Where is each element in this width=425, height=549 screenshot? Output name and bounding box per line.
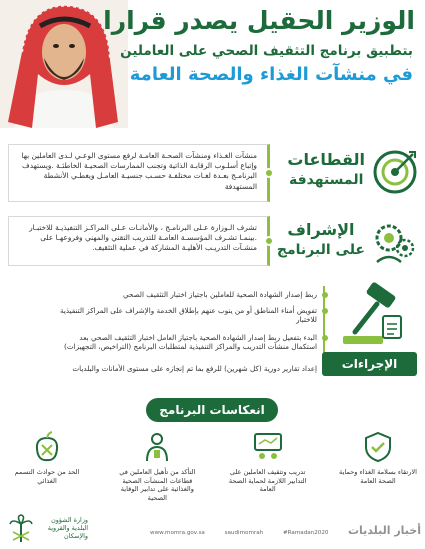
target-icon xyxy=(371,148,419,196)
website-link[interactable]: www.momra.gov.sa xyxy=(150,530,205,536)
outcome-text: تدريب وتثقيف العاملين على التدابير اللازمة لحماية الصحة العامة xyxy=(228,468,307,494)
card-bullet-dot xyxy=(264,168,274,178)
hero-banner xyxy=(0,0,425,128)
procedures-label: الإجراءات المطبقة xyxy=(322,352,417,376)
hashtag[interactable]: #Ramadan2020 xyxy=(282,530,329,536)
palm-emblem-icon xyxy=(8,514,34,544)
watermark-logo: أخبار البلديات xyxy=(347,524,421,537)
food-safety-icon xyxy=(361,430,395,464)
training-icon xyxy=(251,430,285,464)
outcome-text: التأكد من تأهيل العاملين في قطاعات المنشآت الصحية والغذائية على تدابير الوقاية الصحية xyxy=(119,468,196,502)
procedure-text: البدء بتفعيل ربط إصدار الشهادة الصحية باجتياز العامل اختبار التثقيف الصحي بعد استكمال منشآت التدريب والمراكز التنفيذية لمتطلبات البرنامج (التراخيص، التجهيزات) xyxy=(64,333,317,352)
headline-subtitle: بتطبيق برنامج التثقيف الصحي على العاملين xyxy=(120,43,413,59)
procedure-item xyxy=(57,333,317,352)
procedure-bullet xyxy=(322,292,328,298)
headline-title: الوزير الحقيل يصدر قرارا xyxy=(103,6,415,35)
outcomes-list xyxy=(8,430,417,502)
outcome-text: الارتقاء بسلامة الغذاء وحماية الصحة العامة xyxy=(339,468,417,485)
procedure-item xyxy=(57,364,317,373)
ministry-logo xyxy=(8,512,88,548)
outcomes-section xyxy=(0,398,425,510)
topic-target-sectors xyxy=(289,142,419,222)
procedure-item xyxy=(57,290,317,299)
procedure-bullet xyxy=(322,335,328,341)
outcome-item xyxy=(8,430,86,502)
procedures-section xyxy=(0,280,425,395)
topic-title xyxy=(277,220,365,260)
target-sectors-text: منشآت الغـذاء ومنشآت الصحـة العامـة لرفع مستوى الوعـي لـدى العاملين بها وإتباع أسلـوب الرقابـة الذاتية وتجنب الممارسات الصحيـة الخاطئـة .ويستهدف البرنامـج بعـدة لغـات مختلفـة حسـب جنسيـة العامـل ويغطـي الأنشطة المستهدفة xyxy=(21,151,257,191)
procedure-text: تفويض أمناء المناطق أو من ينوب عنهم بإطلاق الخدمة والإشراف على المراكز التنفيذية للاختبار xyxy=(60,306,317,325)
footer-links xyxy=(150,530,346,536)
social-handle[interactable]: saudimomrah xyxy=(224,530,264,536)
procedure-text: ربط إصدار الشهادة الصحية للعاملين باجتياز اختبار التثقيف الصحي xyxy=(122,290,317,299)
procedure-text: إعداد تقارير دورية (كل شهرين) للرفع بما تم إنجازه على مستوى الأمانات والبلديات xyxy=(72,364,317,373)
qualified-worker-icon xyxy=(140,430,174,464)
topic-title-line2: المستهدفة xyxy=(288,172,364,188)
topic-title-line2: على البرنامج xyxy=(276,242,365,258)
section-supervision xyxy=(0,212,425,282)
gears-person-icon xyxy=(371,218,419,266)
target-sectors-card xyxy=(8,144,270,202)
ministry-name: وزارة الشؤون البلدية والقروية والإسكان xyxy=(47,516,88,541)
procedure-bullet xyxy=(322,308,328,314)
outcome-text: الحد من حوادث التسمم الغذائي xyxy=(14,468,80,485)
outcome-item xyxy=(118,430,196,502)
outcome-item xyxy=(339,430,417,502)
procedure-item xyxy=(57,306,317,325)
topic-title-line1: الإشراف xyxy=(287,220,355,239)
footer xyxy=(0,510,425,549)
food-poisoning-icon xyxy=(30,430,64,464)
card-bullet-dot xyxy=(264,236,274,246)
outcome-item xyxy=(229,430,307,502)
topic-title xyxy=(287,150,365,190)
outcomes-title: انعكاسات البرنامج xyxy=(146,398,278,422)
headline-subtitle-secondary: في منشآت الغذاء والصحة العامة xyxy=(129,64,413,85)
supervision-text: تشرف الـوزارة عـلى البرنامـج ، والأمانـات عـلى المراكـز التنفيذيـة للاختبـار .بينمـا تشـرف المؤسسـة العامـة للتدريب التقني والمهني وفروعهـا على منشـآت التدريـب الأهليـة المشاركة في عملية التثقيف. xyxy=(29,223,257,253)
section-target-sectors xyxy=(0,142,425,212)
supervision-card xyxy=(8,216,270,266)
topic-title-line1: القطاعات xyxy=(287,150,365,169)
gavel-icon xyxy=(337,282,407,350)
